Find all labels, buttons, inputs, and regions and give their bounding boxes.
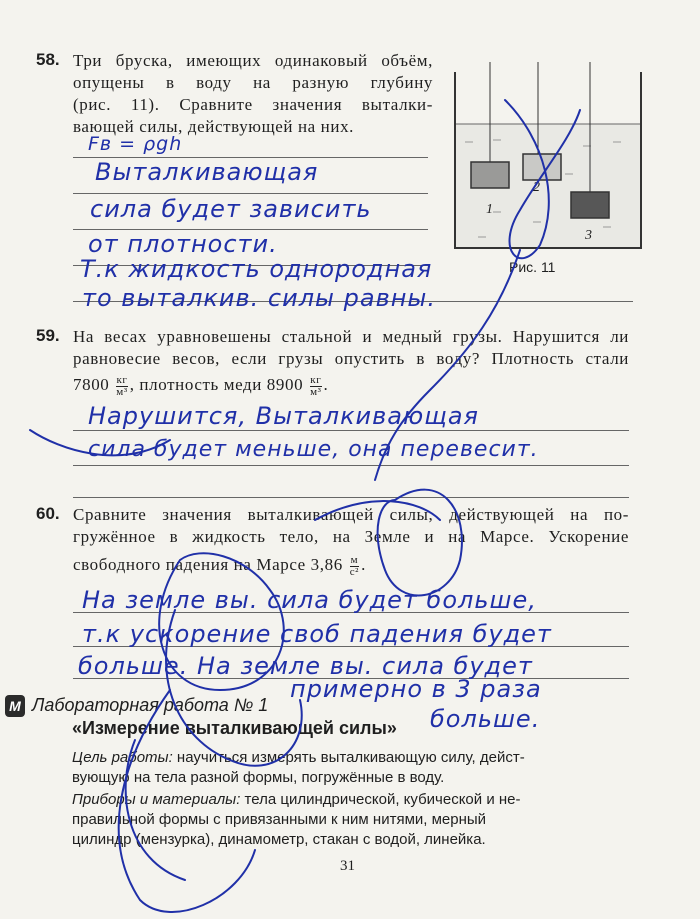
handwritten-answer-60: На земле вы. сила будет больше,	[82, 586, 537, 614]
handwritten-answer-58: Выталкивающая	[95, 158, 319, 186]
lab-work-title: Лабораторная работа № 1	[32, 695, 269, 715]
problem-59-line: На весах уравновешены стальной и медный грузы. Нарушится ли	[73, 327, 629, 346]
method-badge-icon: М	[5, 695, 25, 717]
block-label-2: 2	[533, 180, 540, 195]
problem-59-number: 59.	[36, 326, 60, 345]
problem-58-line: Три бруска, имеющих одинаковый объём,	[73, 51, 433, 70]
density-unit: $\frac{кг}{\text{м³}}$	[310, 373, 322, 398]
handwritten-answer-60: больше.	[430, 705, 541, 733]
handwritten-answer-58: от плотности.	[88, 230, 278, 258]
problem-58-line: опущены в воду на разную глубину	[73, 73, 433, 92]
mars-gravity-text: свободного падения на Марсе 3,86	[73, 555, 343, 574]
problem-58-line: (рис. 11). Сравните значения выталки-	[73, 95, 433, 114]
problem-58-number: 58.	[36, 50, 60, 69]
problem-60-number: 60.	[36, 504, 60, 523]
handwritten-answer-59: Нарушится, Выталкивающая	[88, 402, 479, 430]
density-unit: $\frac{кг}{\text{м³}}$	[116, 373, 128, 398]
goal-label: Цель работы:	[72, 749, 173, 766]
steel-density-value: 7800	[73, 375, 110, 394]
handwritten-answer-59: сила будет меньше, она перевесит.	[88, 437, 539, 462]
lab-goal: Цель работы: научиться измерять выталкивающую силу, дейст- вующую на тела разной формы, погружённые в воду.	[72, 749, 525, 786]
tools-label: Приборы и материалы:	[72, 791, 241, 808]
handwritten-answer-60: т.к ускорение своб падения будет	[82, 620, 552, 648]
problem-59-line: равновесие весов, если грузы опустить в воду? Плотность стали	[73, 349, 629, 368]
handwritten-answer-58: Fв = ρgh	[88, 133, 183, 155]
page-number: 31	[340, 858, 355, 874]
block-label-1: 1	[486, 202, 493, 217]
problem-60-line: гружённое в жидкость тело, на Земле и на Марсе. Ускорение	[73, 527, 629, 546]
handwritten-answer-58: Т.к жидкость однородная	[80, 255, 433, 283]
problem-59-line: 7800 $\frac{кг}{\text{м³}}$ , плотность меди 8900 $\frac{кг}{\text{м³}}$ .	[73, 373, 329, 398]
handwritten-answer-60: больше. На земле вы. сила будет	[78, 652, 533, 680]
handwritten-answer-58: сила будет зависить	[90, 195, 372, 223]
figure-caption: Рис. 11	[509, 259, 556, 275]
handwritten-answer-58: то выталкив. силы равны.	[82, 284, 436, 312]
acceleration-unit: $\frac{м}{\text{с²}}$	[349, 553, 360, 578]
block-label-3: 3	[585, 228, 592, 243]
problem-58-line: вающей силы, действующей на них.	[73, 117, 355, 136]
handwritten-answer-60: примерно в 3 раза	[290, 675, 542, 703]
copper-density-text: , плотность меди 8900	[129, 375, 304, 394]
problem-60-line: свободного падения на Марсе 3,86 $\frac{м}{\text{с²}}$ .	[73, 553, 366, 578]
problem-60-line: Сравните значения выталкивающей силы, действующей на по-	[73, 505, 629, 524]
lab-tools: Приборы и материалы: тела цилиндрической, кубической и не- правильной формы с привязанными к ним нитями, мерный цилиндр (мензурка), динамометр, стакан с водой, линейка.	[72, 791, 521, 848]
lab-work-subtitle: «Измерение выталкивающей силы»	[72, 718, 397, 738]
